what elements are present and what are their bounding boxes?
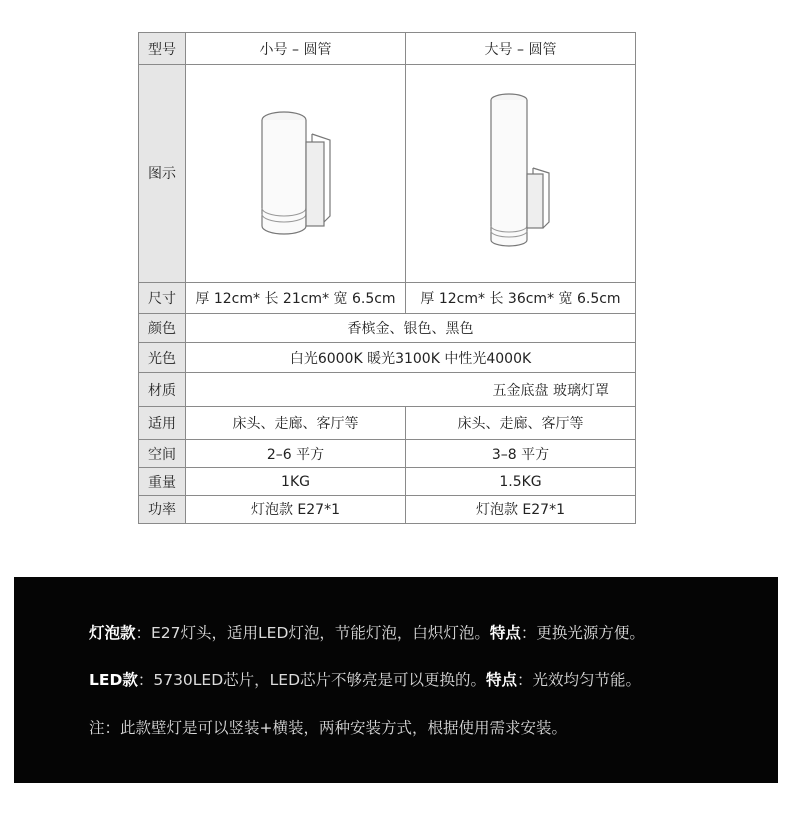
note-bulb-feature-key: 特点 (489, 624, 521, 642)
power-large-cell: 灯泡款 E27*1 (406, 495, 636, 523)
space-large-cell: 3–8 平方 (406, 440, 636, 468)
note-bulb-text: ：E27灯头，适用LED灯泡，节能灯泡，白炽灯泡。 (135, 624, 490, 642)
small-lamp-image-cell (186, 65, 406, 282)
row-label-weight: 重量 (139, 468, 186, 495)
row-label-material: 材质 (139, 373, 186, 406)
weight-small-cell: 1KG (186, 468, 406, 495)
size-small-cell: 厚 12cm* 长 21cm* 宽 6.5cm (186, 282, 406, 313)
small-wall-lamp-icon (246, 98, 346, 248)
power-small-cell: 灯泡款 E27*1 (186, 495, 406, 523)
usage-small-cell: 床头、走廊、客厅等 (186, 406, 406, 439)
row-label-image: 图示 (139, 65, 186, 282)
row-label-space: 空间 (139, 440, 186, 468)
note-bulb-key: 灯泡款 (89, 624, 136, 642)
row-label-model: 型号 (139, 33, 186, 65)
note-installation: 注：此款壁灯是可以竖装+横装，两种安装方式，根据使用需求安装。 (89, 719, 567, 737)
note-bulb-version (89, 621, 645, 643)
light-color-value-cell: 白光6000K 暖光3100K 中性光4000K (186, 343, 636, 373)
row-label-color: 颜色 (139, 313, 186, 342)
spec-table (138, 32, 636, 524)
note-led-text: ：5730LED芯片，LED芯片不够亮是可以更换的。 (137, 671, 487, 689)
size-large-cell: 厚 12cm* 长 36cm* 宽 6.5cm (406, 282, 636, 313)
note-led-feature-key: 特点 (486, 671, 518, 689)
table-row-image (139, 65, 636, 282)
table-row-space (139, 440, 636, 468)
large-lamp-image-cell (406, 65, 636, 282)
table-row-color (139, 313, 636, 342)
note-led-feature-text: ：光效均匀节能。 (517, 671, 642, 689)
material-value-cell: 五金底盘 玻璃灯罩 (186, 373, 636, 406)
note-bulb-feature-text: ：更换光源方便。 (520, 624, 645, 642)
row-label-power: 功率 (139, 495, 186, 523)
space-small-cell: 2–6 平方 (186, 440, 406, 468)
table-row-usage (139, 406, 636, 439)
row-label-usage: 适用 (139, 406, 186, 439)
note-led-key: LED款 (89, 671, 138, 689)
row-label-light-color: 光色 (139, 343, 186, 373)
row-label-size: 尺寸 (139, 282, 186, 313)
notes-panel (14, 577, 778, 783)
note-led-version (89, 668, 641, 690)
table-row-weight (139, 468, 636, 495)
model-large-cell: 大号 – 圆管 (406, 33, 636, 65)
weight-large-cell: 1.5KG (406, 468, 636, 495)
large-wall-lamp-icon (471, 88, 571, 258)
table-row-material (139, 373, 636, 406)
model-small-cell: 小号 – 圆管 (186, 33, 406, 65)
table-row-model (139, 33, 636, 65)
usage-large-cell: 床头、走廊、客厅等 (406, 406, 636, 439)
table-row-power (139, 495, 636, 523)
table-row-size (139, 282, 636, 313)
color-value-cell: 香槟金、银色、黑色 (186, 313, 636, 342)
table-row-light-color (139, 343, 636, 373)
